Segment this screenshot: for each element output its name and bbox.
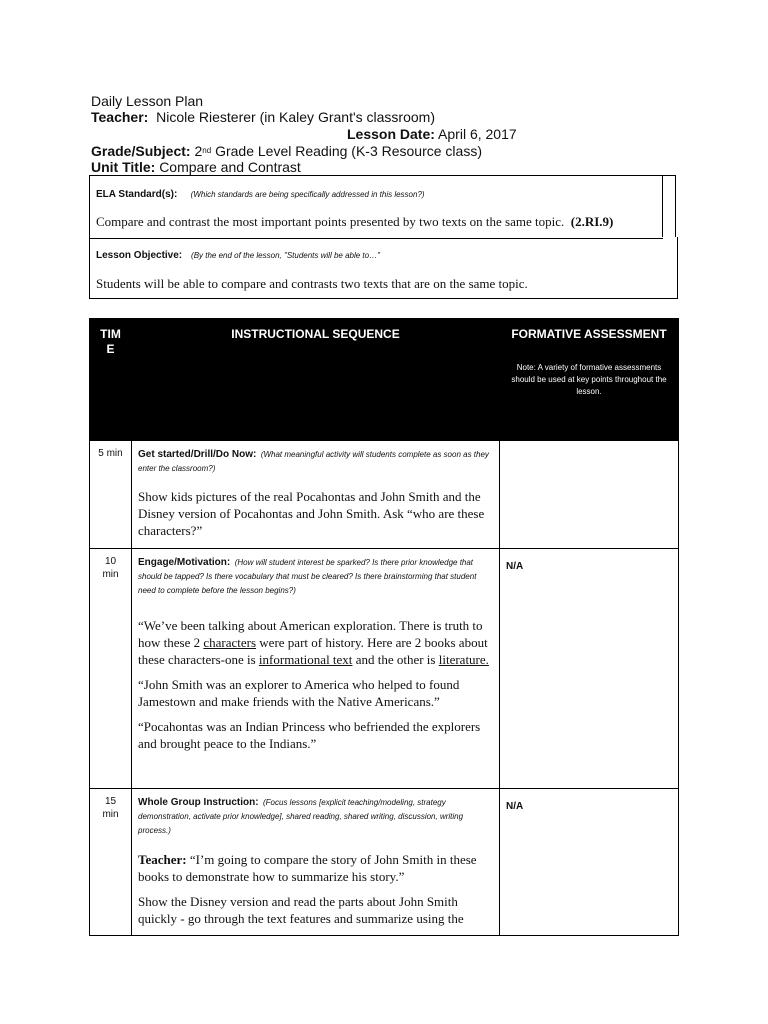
row-paragraph <box>138 851 493 885</box>
objective-label: Lesson Objective: <box>96 250 183 261</box>
row-sequence <box>132 441 500 549</box>
row-time-a: 10 <box>104 556 117 567</box>
row-time <box>90 789 132 936</box>
unit-line <box>91 159 301 175</box>
row-paragraph: “John Smith was an explorer to America who helped to found Jamestown and make friends with the Native Americans.” <box>138 677 460 709</box>
table-row <box>90 549 679 789</box>
teacher-label: Teacher: <box>91 109 149 125</box>
p1-part-b: were part of history. Here are 2 books about these characters-one is <box>138 635 488 667</box>
row-hint: (How will student interest be sparked? Is there prior knowledge that should be tapped? Is there vocabulary that must be cleared? Is there brainstorming that student need to complete before the lesson begins?) <box>138 558 477 595</box>
grade-line <box>91 143 482 159</box>
row-time: 5 min <box>90 441 132 549</box>
vocab-informational-text: informational text <box>258 652 353 667</box>
row-paragraph: “Pocahontas was an Indian Princess who befriended the explorers and brought peace to the Indians.” <box>138 719 481 751</box>
vocab-literature: literature. <box>438 652 489 667</box>
instruction-table <box>89 318 679 936</box>
col-fa-title: FORMATIVE ASSESSMENT <box>511 327 667 341</box>
unit-value: Compare and Contrast <box>159 159 301 175</box>
standards-text: Compare and contrast the most important points presented by two texts on the same topic. <box>96 214 565 229</box>
row-time-a: 15 <box>104 796 117 807</box>
table-row <box>90 789 679 936</box>
col-time-b: E <box>106 342 115 356</box>
fa-note: Note: A variety of formative assessments should be used at key points throughout the lesson. <box>511 363 667 396</box>
row-paragraph: Show the Disney version and read the parts about John Smith quickly - go through the text features and summarize using the <box>138 894 464 926</box>
grade-value: Grade Level Reading (K-3 Resource class) <box>215 143 482 159</box>
objective-text: Students will be able to compare and contrasts two texts that are on the same topic. <box>96 276 528 291</box>
row-sequence <box>132 549 500 789</box>
row-paragraph <box>138 617 493 668</box>
row-assessment: N/A <box>500 789 679 936</box>
vocab-characters: characters <box>203 635 257 650</box>
objective-box <box>89 237 678 299</box>
p1-part-c: and the other is <box>352 652 439 667</box>
table-header-row <box>90 319 679 441</box>
row-assessment: N/A <box>500 549 679 789</box>
standards-code: (2.RI.9) <box>570 214 614 229</box>
grade-label: Grade/Subject: <box>91 143 191 159</box>
row-assessment <box>500 441 679 549</box>
col-fa-header <box>500 319 679 441</box>
standards-box <box>89 175 663 239</box>
row-time-b: min <box>102 809 119 820</box>
lesson-date-label: Lesson Date: <box>347 126 435 142</box>
unit-label: Unit Title: <box>91 159 156 175</box>
row-label: Whole Group Instruction: <box>138 797 259 808</box>
row-time <box>90 549 132 789</box>
standards-right-border <box>662 175 676 237</box>
lesson-date-line <box>347 126 517 142</box>
teacher-inline-label: Teacher: <box>138 852 187 867</box>
grade-sup: nd <box>202 146 212 155</box>
col-seq-header: INSTRUCTIONAL SEQUENCE <box>132 319 500 441</box>
teacher-line <box>91 109 435 125</box>
standards-text-line <box>96 213 613 230</box>
table-row <box>90 441 679 549</box>
teacher-value: Nicole Riesterer (in Kaley Grant's classroom) <box>156 109 435 125</box>
row-time-b: min <box>102 569 119 580</box>
row-hint: (Focus lessons [explicit teaching/modeling, strategy demonstration, activate prior knowledge], shared reading, shared writing, discussion, writing process.) <box>138 798 464 835</box>
row-paragraph: Show kids pictures of the real Pocahontas and John Smith and the Disney version of Pocahontas and John Smith. Ask “who are these characters?” <box>138 489 485 538</box>
grade-num: 2 <box>194 143 203 159</box>
p1-part-a: “We’ve been talking about American exploration. There is truth to how these 2 <box>138 618 483 650</box>
standards-hint: (Which standards are being specifically addressed in this lesson?) <box>190 190 425 199</box>
row-sequence <box>132 789 500 936</box>
teacher-quote: “I’m going to compare the story of John Smith in these books to demonstrate how to summarize his story.” <box>138 852 477 884</box>
objective-hint: (By the end of the lesson, "Students will be able to…" <box>191 251 380 260</box>
row-label: Get started/Drill/Do Now: <box>138 449 257 460</box>
row-label: Engage/Motivation: <box>138 557 231 568</box>
col-time-header <box>90 319 132 441</box>
doc-title: Daily Lesson Plan <box>91 93 204 109</box>
standards-label: ELA Standard(s): <box>96 189 178 200</box>
row-hint: (What meaningful activity will students complete as soon as they enter the classroom?) <box>138 450 489 473</box>
lesson-date-value: April 6, 2017 <box>438 126 517 142</box>
col-time-a: TIM <box>100 327 121 341</box>
